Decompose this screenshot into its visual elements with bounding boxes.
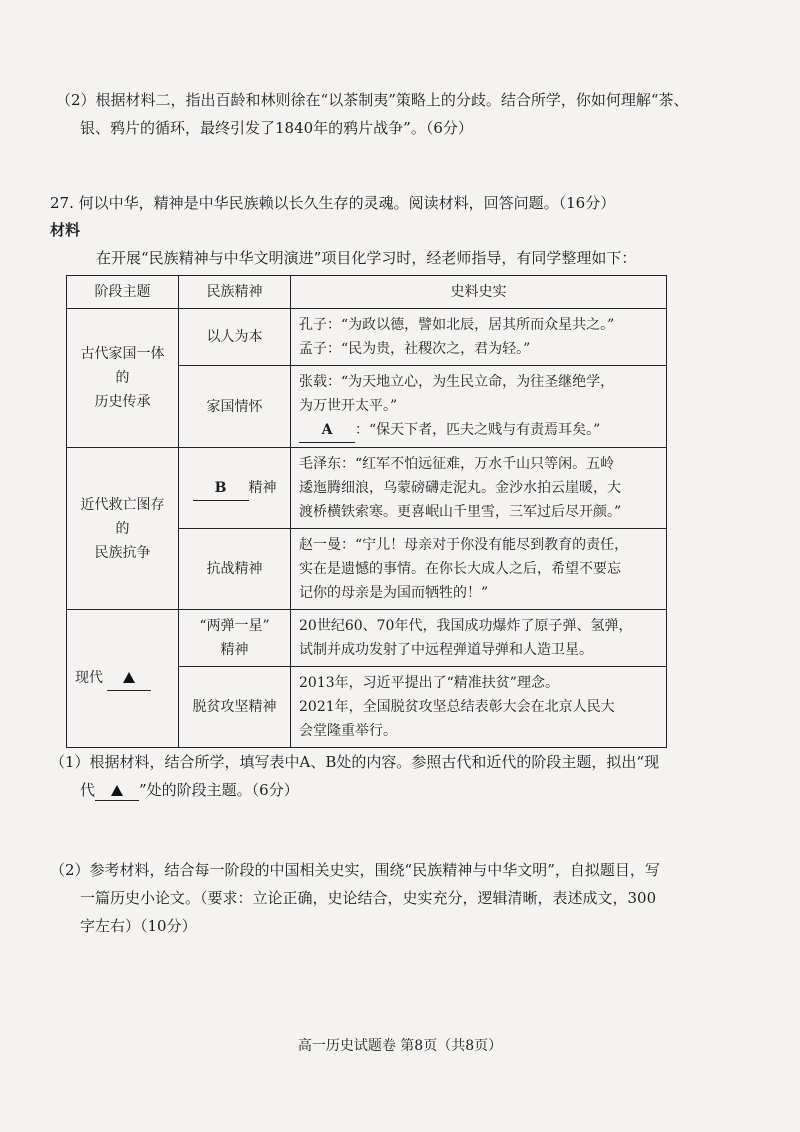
fact-line: 赵一曼：“宁儿！母亲对于你没有能尽到教育的责任， xyxy=(299,537,629,553)
stage-modern-line1: 近代救亡图存的 xyxy=(80,496,165,537)
table-row xyxy=(67,309,667,366)
spirit-two-bombs-one-satellite xyxy=(179,610,291,667)
q26-2-line1: （2）根据材料二，指出百龄和林则徐在“以茶制夷”策略上的分歧。结合所学，你如何理解“茶、 xyxy=(56,91,689,109)
blank-triangle xyxy=(107,666,151,691)
fact-line: 2021年，全国脱贫攻坚总结表彰大会在北京人民大 xyxy=(299,699,615,715)
q27-2-line2: 一篇历史小论文。（要求：立论正确，史论结合，史实充分，逻辑清晰，表述成文，300 xyxy=(80,889,657,907)
fact-line: 孔子：“为政以德，譬如北辰，居其所而众星共之。” xyxy=(299,317,615,333)
stage-modern xyxy=(67,448,179,610)
fact-bombs-satellites xyxy=(291,610,667,667)
fact-line: 试制并成功发射了中远程弹道导弹和人造卫星。 xyxy=(299,642,593,658)
fact-maozedong xyxy=(291,448,667,529)
triangle-icon xyxy=(123,672,135,683)
spirit-line: “两弹一星” xyxy=(199,618,270,634)
q27-2-line3: 字左右）（10分） xyxy=(80,917,197,935)
blank-a: A xyxy=(299,418,355,443)
stage-contemporary xyxy=(67,610,179,748)
history-table xyxy=(66,275,667,748)
fact-confucius-mencius xyxy=(291,309,667,366)
stage-modern-line2: 民族抗争 xyxy=(94,544,151,561)
fact-poverty xyxy=(291,667,667,748)
fact-line: 孟子：“民为贵，社稷次之，君为轻。” xyxy=(299,341,531,357)
header-stage: 阶段主题 xyxy=(67,276,179,309)
spirit-line: 精神 xyxy=(220,642,249,658)
fact-line-a-text: ：“保天下者，匹夫之贱与有责焉耳矣。” xyxy=(355,422,601,438)
fact-line-a xyxy=(299,418,658,443)
spirit-patriotism: 家国情怀 xyxy=(179,366,291,448)
q27-1-suffix: ”处的阶段主题。（6分） xyxy=(139,781,299,799)
fact-line: 逶迤腾细浪，乌蒙磅礴走泥丸。金沙水拍云崖暖，大 xyxy=(299,480,621,496)
fact-line: 实在是遗憾的事情。在你长大成人之后，希望不要忘 xyxy=(299,561,621,577)
q27-1-prefix: 代 xyxy=(80,781,96,799)
material-intro: 在开展“民族精神与中华文明演进”项目化学习时，经老师指导，有同学整理如下： xyxy=(96,249,637,267)
header-spirit: 民族精神 xyxy=(179,276,291,309)
header-facts: 史料史实 xyxy=(291,276,667,309)
spirit-blank-b xyxy=(179,448,291,529)
stage-contemporary-prefix: 现代 xyxy=(75,670,103,686)
spirit-poverty-alleviation: 脱贫攻坚精神 xyxy=(179,667,291,748)
table-header-row xyxy=(67,276,667,309)
fact-zhaoyiman xyxy=(291,529,667,610)
fact-zhangzai xyxy=(291,366,667,448)
table-row xyxy=(67,610,667,667)
spirit-anti-war: 抗战精神 xyxy=(179,529,291,610)
stage-ancient-line1: 古代家国一体的 xyxy=(80,346,165,386)
q27-stem: 27. 何以中华，精神是中华民族赖以长久生存的灵魂。阅读材料，回答问题。（16分） xyxy=(50,194,616,212)
material-label: 材料 xyxy=(50,221,81,239)
fact-line: 张载：“为天地立心，为生民立命，为往圣继绝学， xyxy=(299,374,615,390)
q27-2-line1: （2）参考材料，结合每一阶段的中国相关史实，围绕“民族精神与中华文明”，自拟题目，写 xyxy=(50,861,660,879)
fact-line: 毛泽东：“红军不怕远征难，万水千山只等闲。五岭 xyxy=(299,456,615,472)
q26-2-line2: 银、鸦片的循环，最终引发了1840年的鸦片战争”。（6分） xyxy=(80,119,473,137)
blank-triangle-question xyxy=(95,780,139,801)
fact-line: 2013年，习近平提出了“精准扶贫”理念。 xyxy=(299,675,559,691)
stage-ancient-line2: 历史传承 xyxy=(94,394,151,410)
fact-line: 会堂隆重举行。 xyxy=(299,723,397,739)
fact-line: 20世纪60、70年代，我国成功爆炸了原子弹、氢弹， xyxy=(299,618,633,634)
q27-1-line1: （1）根据材料，结合所学，填写表中A、B处的内容。参照古代和近代的阶段主题，拟出“现 xyxy=(50,753,660,771)
page-footer: 高一历史试题卷 第8页（共8页） xyxy=(297,1038,503,1054)
triangle-icon xyxy=(111,785,123,796)
table-row xyxy=(67,448,667,529)
q27-1-line2 xyxy=(80,780,299,801)
blank-b: B xyxy=(193,476,249,501)
spirit-people-oriented: 以人为本 xyxy=(179,309,291,366)
fact-line: 记你的母亲是为国而牺牲的！” xyxy=(299,585,489,601)
stage-ancient xyxy=(67,309,179,448)
fact-line: 为万世开太平。” xyxy=(299,398,398,414)
fact-line: 渡桥横铁索寒。更喜岷山千里雪，三军过后尽开颜。” xyxy=(299,504,622,520)
spirit-b-suffix: 精神 xyxy=(248,479,277,496)
